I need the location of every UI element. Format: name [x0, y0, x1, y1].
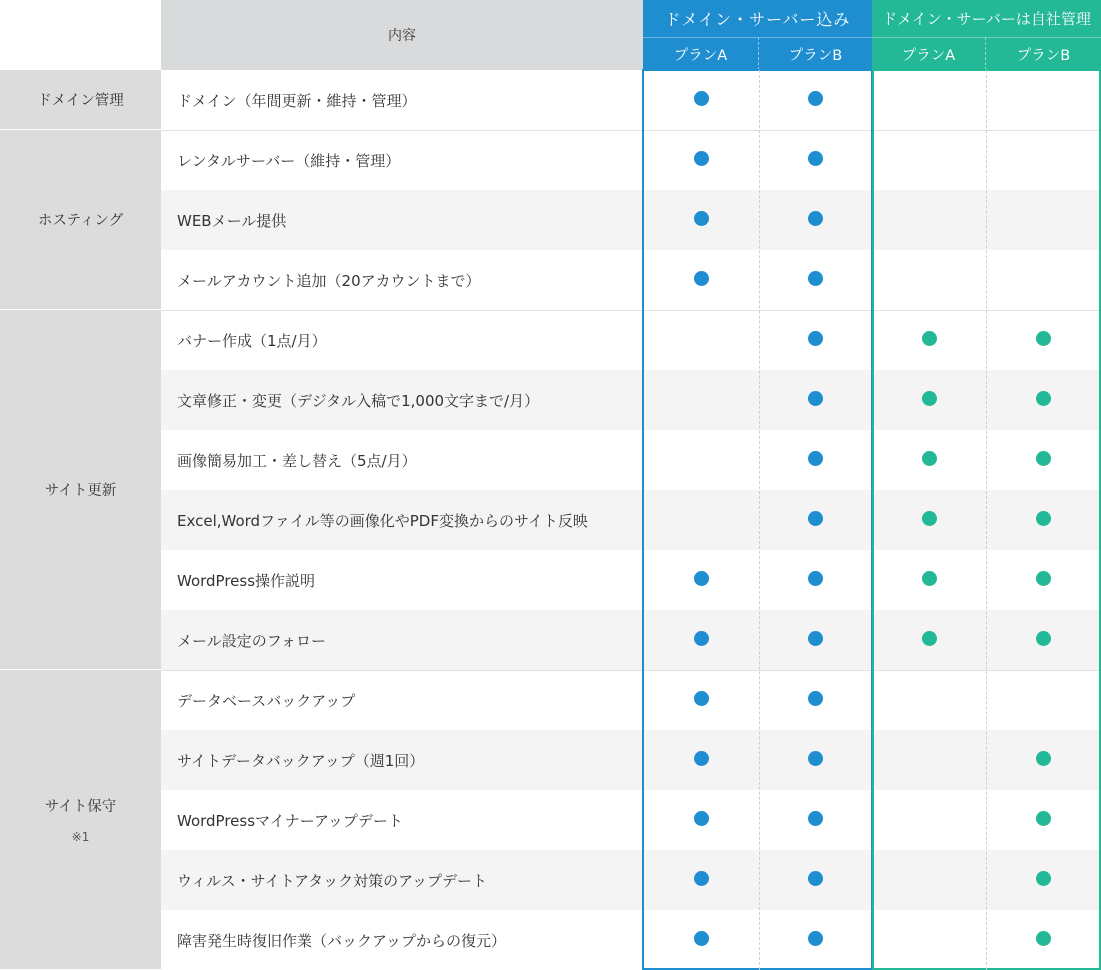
plan-header-b2-label: プランB — [1016, 47, 1071, 64]
included-dot-icon — [922, 331, 937, 346]
included-dot-icon — [808, 631, 823, 646]
plan-cell — [986, 728, 1101, 788]
category-label: サイト更新 — [44, 483, 117, 499]
plan-cell — [872, 728, 986, 788]
plan-cell — [986, 488, 1101, 548]
plan-cell — [759, 428, 872, 488]
plan-cell — [986, 788, 1101, 848]
plan-cell — [872, 68, 986, 128]
plan-cell — [872, 488, 986, 548]
category-label: サイト保守 — [44, 799, 117, 815]
plan-cell — [643, 308, 759, 368]
plan-cell — [759, 188, 872, 248]
plan-cell — [643, 908, 759, 968]
group-a-header-label: ドメイン・サーバー込み — [664, 10, 851, 29]
plan-cell — [759, 68, 872, 128]
plan-cell — [759, 488, 872, 548]
plan-header-a2 — [759, 37, 872, 70]
included-dot-icon — [694, 811, 709, 826]
row-label: メール設定のフォロー — [177, 631, 326, 650]
included-dot-icon — [694, 271, 709, 286]
plan-cell — [986, 848, 1101, 908]
row-label: WordPressマイナーアップデート — [177, 811, 403, 830]
included-dot-icon — [1036, 931, 1051, 946]
row-label: ドメイン（年間更新・維持・管理） — [177, 91, 417, 110]
included-dot-icon — [808, 271, 823, 286]
group-a-header — [643, 0, 872, 37]
plan-cell — [986, 368, 1101, 428]
plan-cell — [986, 128, 1101, 188]
plan-cell — [986, 248, 1101, 308]
plan-cell — [872, 608, 986, 668]
included-dot-icon — [694, 751, 709, 766]
plan-cell — [872, 308, 986, 368]
included-dot-icon — [808, 691, 823, 706]
category-site-maintenance — [0, 670, 161, 970]
row-label: WordPress操作説明 — [177, 571, 316, 590]
plan-cell — [872, 128, 986, 188]
included-dot-icon — [694, 691, 709, 706]
plan-cell — [643, 128, 759, 188]
included-dot-icon — [922, 511, 937, 526]
included-dot-icon — [808, 511, 823, 526]
plan-cell — [759, 608, 872, 668]
plan-cell — [872, 188, 986, 248]
included-dot-icon — [808, 451, 823, 466]
included-dot-icon — [808, 331, 823, 346]
row-label: 文章修正・変更（デジタル入稿で1,000文字まで/月） — [177, 391, 540, 410]
included-dot-icon — [1036, 751, 1051, 766]
included-dot-icon — [1036, 631, 1051, 646]
plan-cell — [643, 188, 759, 248]
included-dot-icon — [808, 931, 823, 946]
included-dot-icon — [808, 391, 823, 406]
plan-header-a2-label: プランB — [788, 47, 843, 64]
plan-header-b1-label: プランA — [901, 47, 956, 64]
plan-cell — [986, 668, 1101, 728]
plan-cell — [643, 788, 759, 848]
plan-cell — [759, 128, 872, 188]
plan-cell — [759, 308, 872, 368]
plan-cell — [759, 728, 872, 788]
plan-cell — [643, 488, 759, 548]
plan-header-b1 — [872, 37, 986, 70]
row-label: サイトデータバックアップ（週1回） — [177, 751, 425, 770]
included-dot-icon — [1036, 511, 1051, 526]
row-label: バナー作成（1点/月） — [177, 331, 327, 350]
plan-cell — [872, 788, 986, 848]
plan-cell — [643, 548, 759, 608]
row-label: データベースバックアップ — [177, 691, 356, 710]
plan-cell — [872, 248, 986, 308]
included-dot-icon — [1036, 871, 1051, 886]
row-label: WEBメール提供 — [177, 211, 287, 230]
plan-cell — [643, 428, 759, 488]
plan-cell — [872, 668, 986, 728]
included-dot-icon — [922, 631, 937, 646]
plan-header-a1-label: プランA — [673, 47, 728, 64]
included-dot-icon — [808, 211, 823, 226]
plan-cell — [643, 368, 759, 428]
plan-cell — [759, 668, 872, 728]
row-label: 画像簡易加工・差し替え（5点/月） — [177, 451, 417, 470]
plan-divider — [986, 70, 987, 970]
plan-header-b2 — [986, 37, 1101, 70]
plan-cell — [759, 548, 872, 608]
plan-cell — [759, 848, 872, 908]
row-label: レンタルサーバー（維持・管理） — [177, 151, 401, 170]
plan-cell — [643, 68, 759, 128]
included-dot-icon — [1036, 391, 1051, 406]
plan-cell — [872, 848, 986, 908]
included-dot-icon — [808, 871, 823, 886]
plan-cell — [986, 428, 1101, 488]
plan-cell — [759, 788, 872, 848]
included-dot-icon — [694, 871, 709, 886]
footnote-marker: ※1 — [71, 830, 90, 844]
plan-cell — [986, 308, 1101, 368]
included-dot-icon — [922, 451, 937, 466]
included-dot-icon — [694, 91, 709, 106]
plan-cell — [759, 908, 872, 968]
plan-cell — [759, 248, 872, 308]
included-dot-icon — [694, 631, 709, 646]
plan-cell — [643, 728, 759, 788]
plan-header-a1 — [643, 37, 759, 70]
plan-cell — [986, 548, 1101, 608]
row-label: ウィルス・サイトアタック対策のアップデート — [177, 871, 488, 890]
plan-cell — [872, 908, 986, 968]
plan-cell — [872, 428, 986, 488]
included-dot-icon — [694, 211, 709, 226]
group-b-header — [872, 0, 1101, 37]
plan-cell — [986, 908, 1101, 968]
included-dot-icon — [694, 931, 709, 946]
included-dot-icon — [694, 151, 709, 166]
content-column-header — [161, 0, 643, 70]
plan-cell — [872, 548, 986, 608]
included-dot-icon — [922, 391, 937, 406]
included-dot-icon — [808, 811, 823, 826]
included-dot-icon — [1036, 331, 1051, 346]
category-label: ホスティング — [37, 213, 124, 229]
plan-cell — [643, 668, 759, 728]
included-dot-icon — [1036, 571, 1051, 586]
included-dot-icon — [808, 571, 823, 586]
plan-cell — [643, 248, 759, 308]
included-dot-icon — [808, 91, 823, 106]
category-label: ドメイン管理 — [37, 93, 124, 109]
included-dot-icon — [1036, 451, 1051, 466]
included-dot-icon — [1036, 811, 1051, 826]
group-b-header-label: ドメイン・サーバーは自社管理 — [882, 10, 1091, 28]
plan-cell — [759, 368, 872, 428]
included-dot-icon — [808, 151, 823, 166]
plan-cell — [986, 608, 1101, 668]
plan-cell — [986, 68, 1101, 128]
category-hosting — [0, 130, 161, 310]
plan-cell — [643, 608, 759, 668]
category-site-update — [0, 310, 161, 670]
included-dot-icon — [922, 571, 937, 586]
row-label: 障害発生時復旧作業（バックアップからの復元） — [177, 931, 506, 950]
plan-divider — [759, 70, 760, 970]
plan-cell — [643, 848, 759, 908]
row-label: メールアカウント追加（20アカウントまで） — [177, 271, 481, 290]
row-label: Excel,Wordファイル等の画像化やPDF変換からのサイト反映 — [177, 511, 588, 530]
included-dot-icon — [808, 751, 823, 766]
category-domain — [0, 70, 161, 130]
included-dot-icon — [694, 571, 709, 586]
content-column-header-label: 内容 — [388, 28, 416, 44]
plan-cell — [986, 188, 1101, 248]
plan-cell — [872, 368, 986, 428]
